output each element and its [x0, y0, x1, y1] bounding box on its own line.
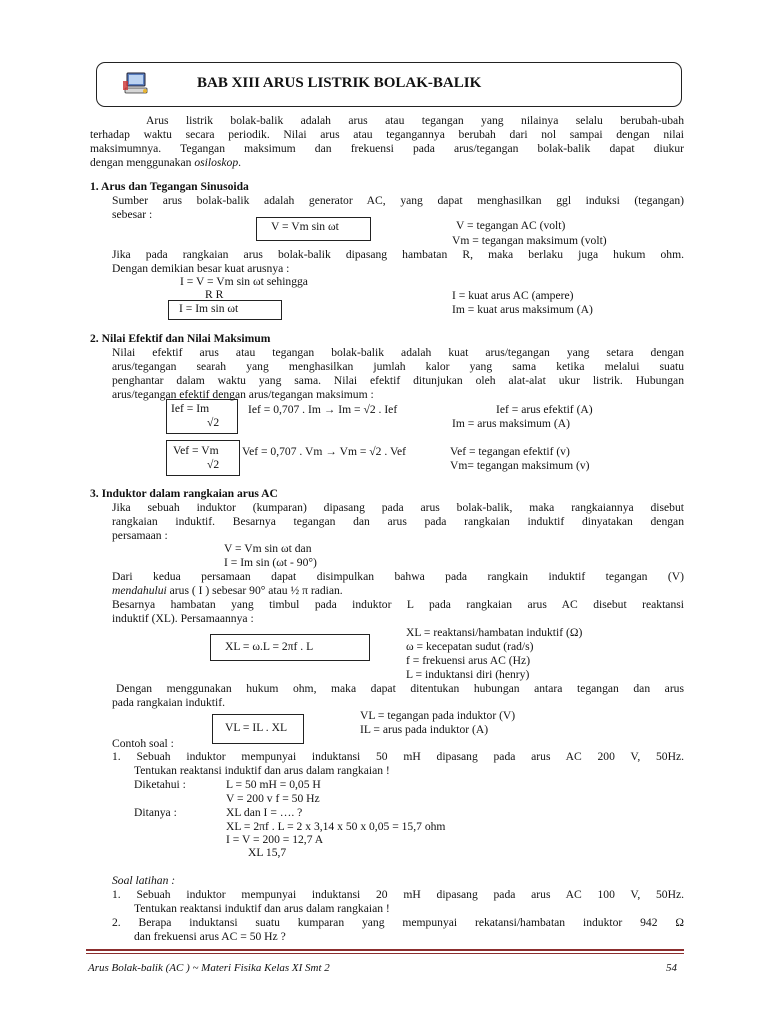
- latihan-2b: dan frekuensi arus AC = 50 Hz ?: [134, 930, 286, 943]
- s2-line-4: arus/tegangan efektif dengan arus/tegangan maksimum :: [112, 388, 374, 401]
- formula-box-xl: [210, 634, 370, 661]
- diketahui-2: V = 200 v f = 50 Hz: [226, 792, 320, 805]
- footer-rule: [86, 949, 684, 951]
- formula-box-vl: [212, 714, 304, 744]
- soal-latihan-label: Soal latihan :: [112, 874, 176, 887]
- s2-line-1: Nilai efektif arus atau tegangan bolak-balik adalah kuat arus/tegangan yang setara dengan: [112, 346, 684, 359]
- s1-def-1: V = tegangan AC (volt): [456, 219, 566, 232]
- s1-line-3: Jika pada rangkaian arus bolak-balik dipasang hambatan R, maka berlaku juga hukum ohm.: [112, 248, 684, 261]
- formula-box-ief: [166, 399, 238, 434]
- s3-line-1: Jika sebuah induktor (kumparan) dipasang pada arus bolak-balik, maka rangkaiannya disebut: [112, 501, 684, 514]
- s3-def-6: IL = arus pada induktor (A): [360, 723, 489, 736]
- formula-box-v: [256, 217, 371, 241]
- solusi-1: XL = 2πf . L = 2 x 3,14 x 50 x 0,05 = 15,7 ohm: [226, 820, 446, 833]
- s1-eq-1: I = V = Vm sin ωt sehingga: [180, 275, 308, 288]
- chapter-title: BAB XIII ARUS LISTRIK BOLAK-BALIK: [197, 75, 482, 91]
- s3-def-2: ω = kecepatan sudut (rad/s): [406, 640, 534, 653]
- s2-line-3: penghantar dalam waktu yang sama. Nilai efektif ditunjukan oleh alat-alat ukur listrik. Hubungan: [112, 374, 684, 387]
- s1-def-2: Vm = tegangan maksimum (volt): [452, 234, 607, 247]
- s3-line-3: persamaan :: [112, 529, 168, 542]
- s3-line-4: Dari kedua persamaan dapat disimpulkan bahwa pada rangkain induktif tegangan (V): [112, 570, 684, 583]
- formula-box-vef: [166, 440, 240, 476]
- s1-def-3: I = kuat arus AC (ampere): [452, 289, 574, 302]
- formula-box-i: [168, 300, 282, 320]
- formula-vef-top: Vef = Vm: [173, 444, 219, 457]
- s2-def-1: Ief = arus efektif (A): [496, 403, 593, 416]
- s3-def-1: XL = reaktansi/hambatan induktif (Ω): [406, 626, 583, 639]
- section-3-heading: 3. Induktor dalam rangkaian arus AC: [90, 487, 278, 500]
- latihan-2a: 2. Berapa induktansi suatu kumparan yang mempunyai rekatansi/hambatan induktor 942 Ω: [112, 916, 684, 929]
- latihan-1b: Tentukan reaktansi induktif dan arus dalam rangkaian !: [134, 902, 390, 915]
- s1-def-4: Im = kuat arus maksimum (A): [452, 303, 593, 316]
- section-2-heading: 2. Nilai Efektif dan Nilai Maksimum: [90, 332, 271, 345]
- ditanya-1: XL dan I = …. ?: [226, 806, 303, 819]
- solusi-2: I = V = 200 = 12,7 A: [226, 833, 324, 846]
- s3-def-4: L = induktansi diri (henry): [406, 668, 530, 681]
- ditanya-label: Ditanya :: [134, 806, 177, 819]
- intro-line-2: terhadap waktu secara periodik. Nilai arus atau tegangannya berubah dari nol sampai dengan nilai: [90, 128, 684, 141]
- footer-title: Arus Bolak-balik (AC ) ~ Materi Fisika Kelas XI Smt 2: [88, 962, 330, 974]
- chapter-title-box: [96, 62, 682, 107]
- formula-vef-bot: √2: [207, 458, 220, 471]
- computer-icon: [121, 69, 151, 97]
- diketahui-label: Diketahui :: [134, 778, 186, 791]
- contoh-line-2: Tentukan reaktansi induktif dan arus dalam rangkaian !: [134, 764, 390, 777]
- diketahui-1: L = 50 mH = 0,05 H: [226, 778, 321, 791]
- s2-eq-2: Vef = 0,707 . Vm → Vm = √2 . Vef: [242, 445, 407, 458]
- footer-rule-thin: [86, 953, 684, 954]
- s3-line-8: Dengan menggunakan hukum ohm, maka dapat ditentukan hubungan antara tegangan dan arus: [116, 682, 684, 695]
- s2-def-4: Vm= tegangan maksimum (v): [450, 459, 590, 472]
- latihan-1a: 1. Sebuah induktor mempunyai induktansi 20 mH dipasang pada arus AC 100 V, 50Hz.: [112, 888, 684, 901]
- formula-i: I = Im sin ωt: [179, 302, 239, 315]
- formula-xl: XL = ω.L = 2πf . L: [225, 640, 314, 653]
- intro-line-3: maksimumnya. Tegangan maksimum dan frekuensi pada arus/tegangan bolak-balik dapat diukur: [90, 142, 684, 155]
- intro-line-1: Arus listrik bolak-balik adalah arus atau tegangan yang nilainya selalu berubah-ubah: [146, 114, 684, 127]
- s1-line-4: Dengan demikian besar kuat arusnya :: [112, 262, 290, 275]
- s3-line-5: mendahului arus ( I ) sebesar 90° atau ½ π radian.: [112, 584, 343, 597]
- s1-line-2: sebesar :: [112, 208, 153, 221]
- contoh-soal-label: Contoh soal :: [112, 737, 174, 750]
- formula-vl: VL = IL . XL: [225, 721, 288, 734]
- s3-eq-2: I = Im sin (ωt - 90°): [224, 556, 317, 569]
- intro-line-4: dengan menggunakan osiloskop.: [90, 156, 242, 169]
- page-number: 54: [666, 962, 677, 974]
- formula-ief-top: Ief = Im: [171, 402, 210, 415]
- s3-line-6: Besarnya hambatan yang timbul pada induktor L pada rangkaian arus AC disebut reaktansi: [112, 598, 684, 611]
- s2-eq-1: Ief = 0,707 . Im → Im = √2 . Ief: [248, 403, 398, 416]
- formula-v: V = Vm sin ωt: [271, 220, 339, 233]
- s2-line-2: arus/tegangan searah yang menghasilkan jumlah kalor yang sama ketika melalui suatu: [112, 360, 684, 373]
- s1-line-1: Sumber arus bolak-balik adalah generator AC, yang dapat menghasilkan ggl induksi (tegangan): [112, 194, 684, 207]
- s1-eq-1-den: R R: [205, 288, 224, 301]
- s2-def-3: Vef = tegangan efektif (v): [450, 445, 570, 458]
- s3-def-5: VL = tegangan pada induktor (V): [360, 709, 516, 722]
- s3-line-9: pada rangkaian induktif.: [112, 696, 225, 709]
- contoh-line-1: 1. Sebuah induktor mempunyai induktansi 50 mH dipasang pada arus AC 200 V, 50Hz.: [112, 750, 684, 763]
- s3-line-2: rangkaian induktif. Besarnya tegangan dan arus pada rangkaian induktif dinyatakan dengan: [112, 515, 684, 528]
- s3-def-3: f = frekuensi arus AC (Hz): [406, 654, 531, 667]
- s3-eq-1: V = Vm sin ωt dan: [224, 542, 312, 555]
- formula-ief-bot: √2: [207, 416, 220, 429]
- s2-def-2: Im = arus maksimum (A): [452, 417, 570, 430]
- s3-line-7: induktif (XL). Persamaannya :: [112, 612, 254, 625]
- solusi-3: XL 15,7: [248, 846, 287, 859]
- section-1-heading: 1. Arus dan Tegangan Sinusoida: [90, 180, 249, 193]
